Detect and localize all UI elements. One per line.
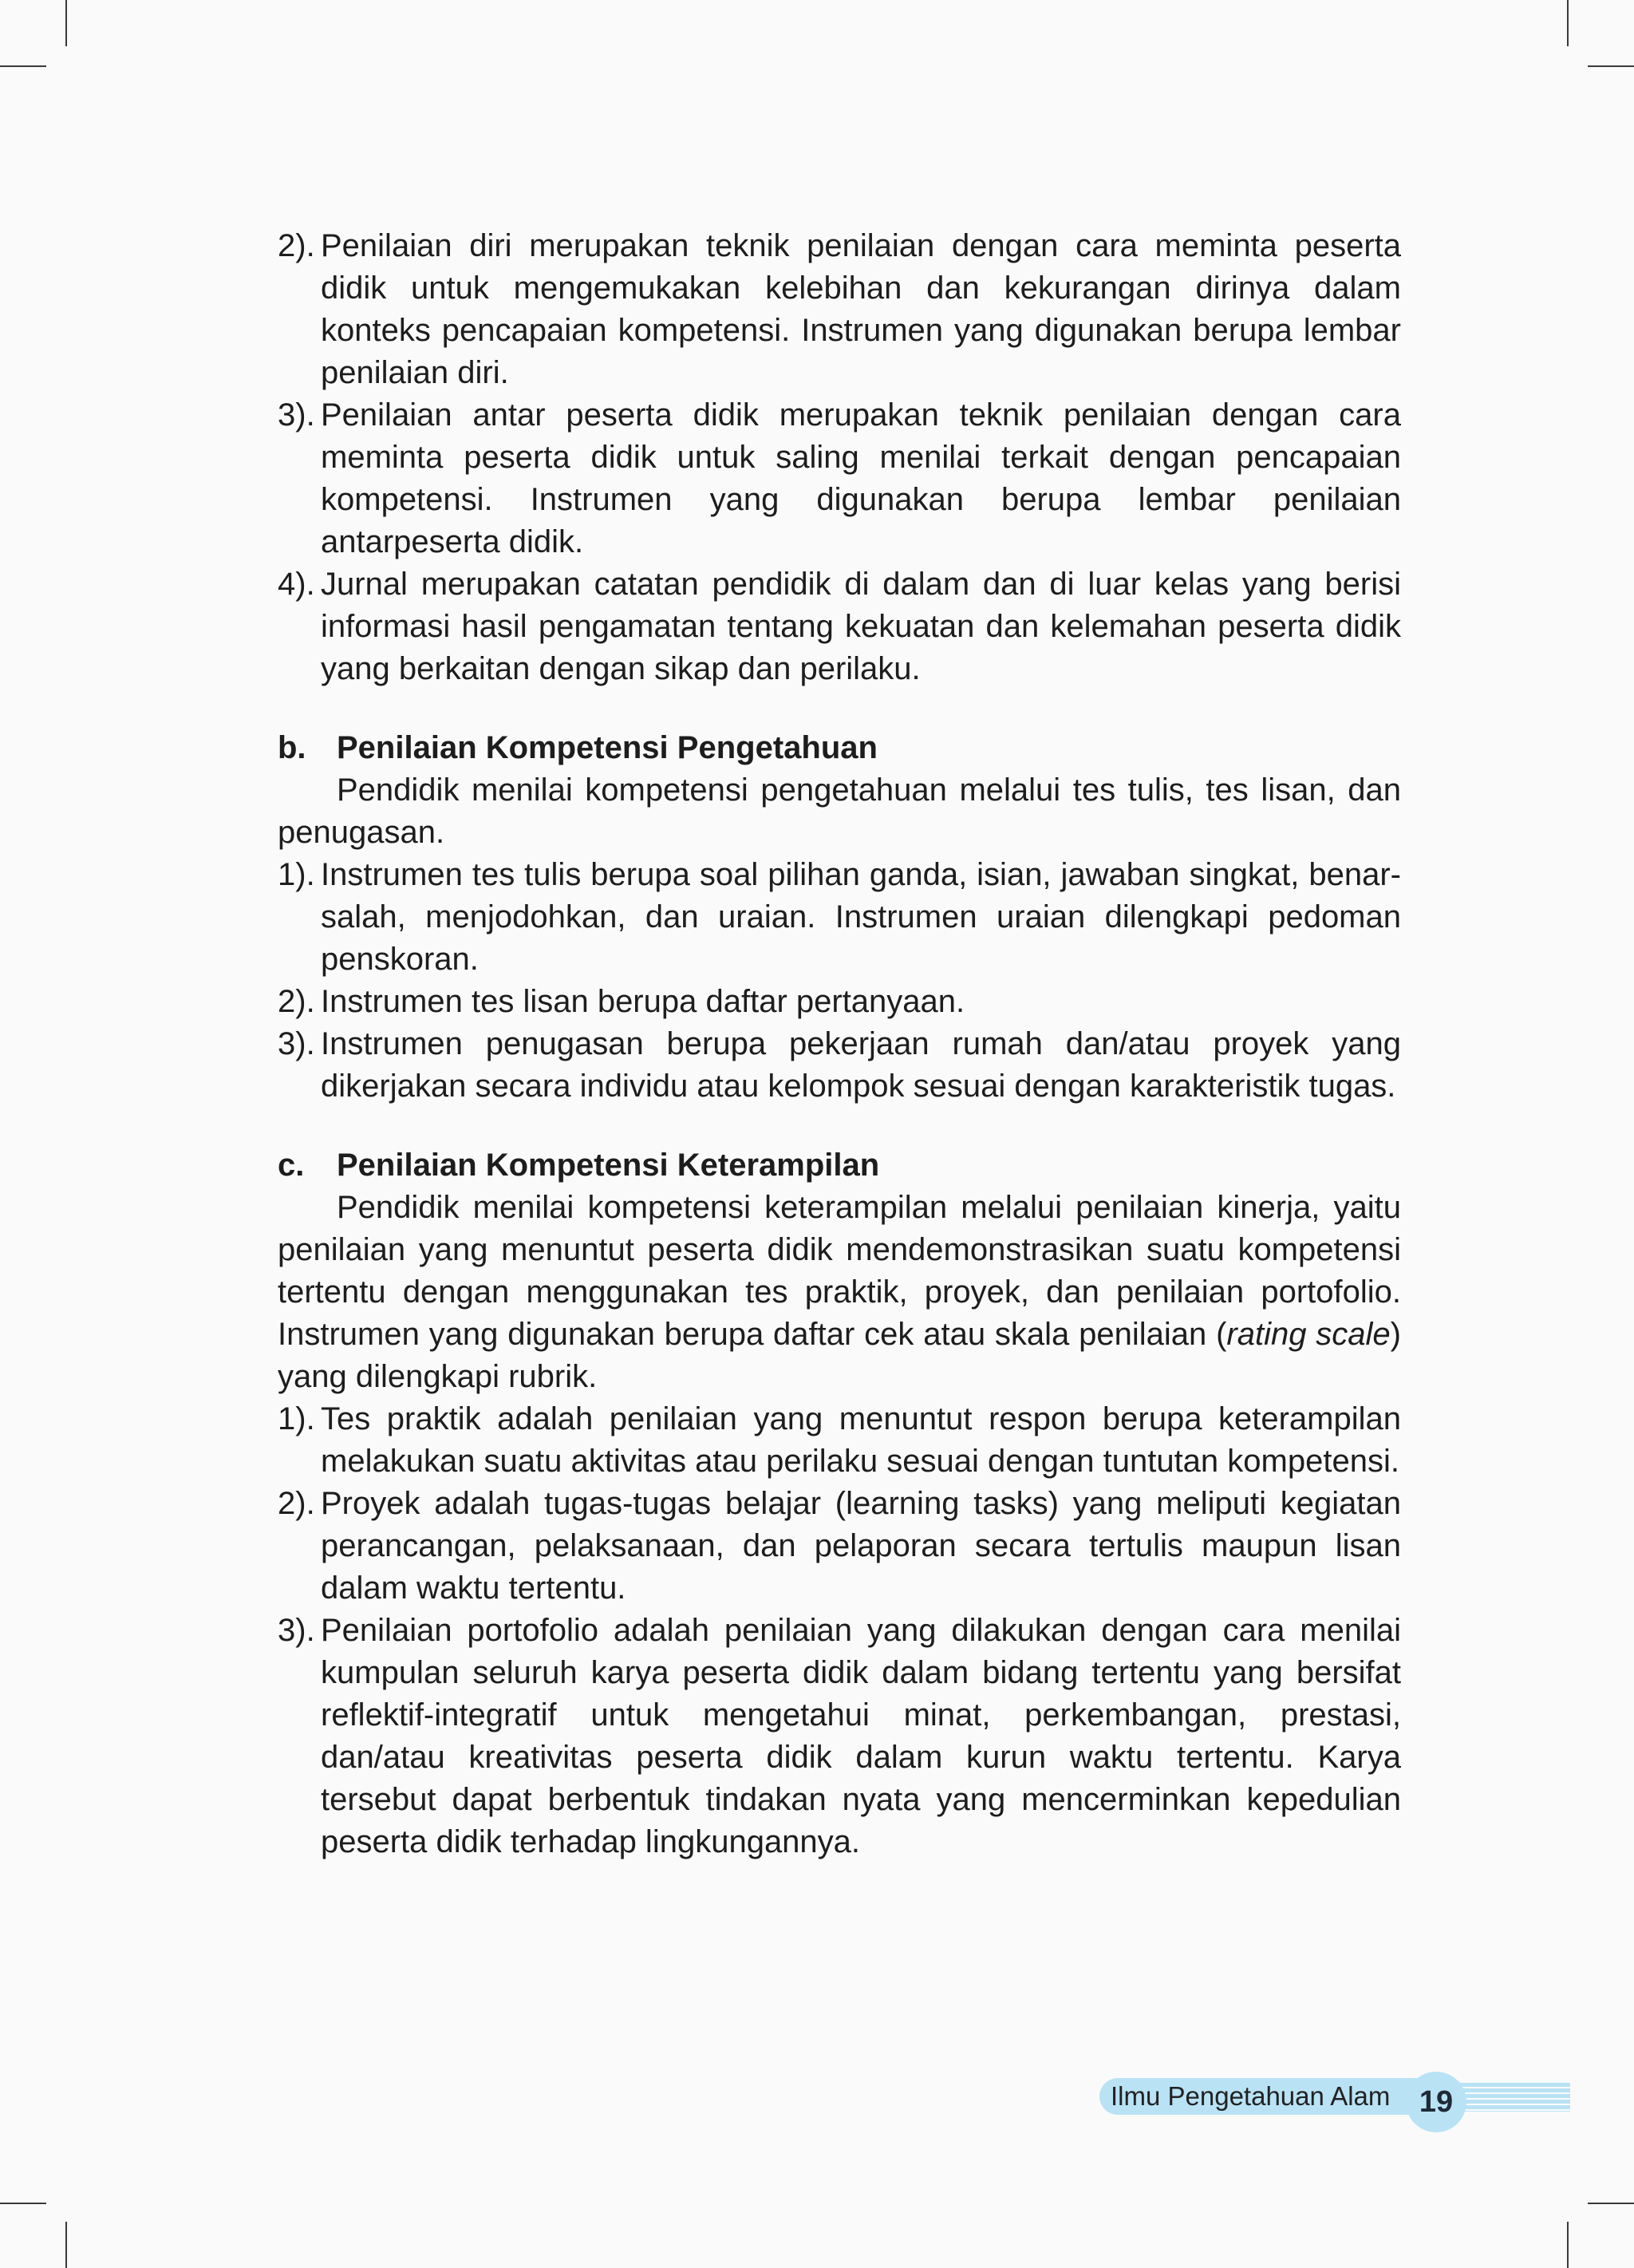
crop-mark: [0, 65, 46, 67]
item-text: Penilaian diri merupakan teknik penilaian dengan cara meminta peserta didik untuk mengemukakan kelebihan dan kekurangan dirinya dalam konteks pencapaian kompetensi. Instrumen yang digunakan berupa lembar penilaian diri.: [321, 228, 1401, 390]
crop-mark: [1567, 0, 1569, 46]
list-item: [278, 1398, 1401, 1483]
list-item: [278, 854, 1401, 981]
list-top: [278, 225, 1401, 690]
item-text: Penilaian portofolio adalah penilaian yang dilakukan dengan cara menilai kumpulan seluruh karya peserta didik dalam bidang tertentu yang bersifat reflektif-integratif untuk mengetahui minat, perkembangan, prestasi, dan/atau kreativitas peserta didik dalam kurun waktu tertentu. Karya tersebut dapat berbentuk tindakan nyata yang mencerminkan kepedulian peserta didik terhadap lingkungannya.: [321, 1613, 1401, 1859]
list-item: [278, 981, 1401, 1023]
item-text: Instrumen penugasan berupa pekerjaan rumah dan/atau proyek yang dikerjakan secara individu atau kelompok sesuai dengan karakteristik tugas.: [321, 1026, 1401, 1104]
section-c-intro: [278, 1187, 1401, 1398]
item-number: 1).: [278, 1401, 315, 1436]
page-number: 19: [1406, 2072, 1466, 2132]
crop-mark: [1588, 65, 1634, 67]
crop-mark: [0, 2203, 46, 2204]
item-text: Instrumen tes lisan berupa daftar pertanyaan.: [321, 984, 965, 1019]
item-number: 3).: [278, 397, 315, 433]
crop-mark: [1567, 2222, 1569, 2268]
crop-mark: [1588, 2203, 1634, 2204]
page-footer: [1099, 2072, 1570, 2124]
page-content: [278, 225, 1401, 1863]
list-item: [278, 1610, 1401, 1863]
item-number: 2).: [278, 1486, 315, 1521]
section-c-list: [278, 1398, 1401, 1863]
item-text: Jurnal merupakan catatan pendidik di dalam dan di luar kelas yang berisi informasi hasil pengamatan tentang kekuatan dan kelemahan peserta didik yang berkaitan dengan sikap dan perilaku.: [321, 567, 1401, 686]
crop-mark: [65, 0, 67, 46]
crop-mark: [65, 2222, 67, 2268]
item-number: 4).: [278, 567, 315, 602]
list-item: [278, 394, 1401, 563]
section-letter: b.: [278, 730, 306, 765]
item-number: 3).: [278, 1026, 315, 1061]
item-number: 2).: [278, 984, 315, 1019]
section-letter: c.: [278, 1148, 305, 1183]
intro-text: Pendidik menilai kompetensi keterampilan melalui penilaian kinerja, yaitu penilaian yang menuntut peserta didik mendemonstrasikan suatu kompetensi tertentu dengan menggunakan tes praktik, proyek, dan penilaian portofolio. Instrumen yang digunakan berupa daftar cek atau skala penilaian (: [278, 1190, 1401, 1352]
item-number: 2).: [278, 228, 315, 263]
item-number: 3).: [278, 1613, 315, 1648]
section-b-list: [278, 854, 1401, 1108]
intro-text-end: ) yang dilengkapi rubrik.: [278, 1317, 1401, 1394]
section-title: Penilaian Kompetensi Pengetahuan: [337, 730, 878, 765]
book-title: Ilmu Pengetahuan Alam: [1111, 2081, 1391, 2111]
item-number: 1).: [278, 857, 315, 892]
section-b-intro: Pendidik menilai kompetensi pengetahuan melalui tes tulis, tes lisan, dan penugasan.: [278, 772, 1401, 850]
section-b-heading: [278, 727, 1401, 769]
list-item: [278, 225, 1401, 394]
item-text: Tes praktik adalah penilaian yang menuntut respon berupa keterampilan melakukan suatu aktivitas atau perilaku sesuai dengan tuntutan kompetensi.: [321, 1401, 1401, 1479]
intro-italic-term: rating scale: [1226, 1317, 1391, 1352]
item-text: Penilaian antar peserta didik merupakan teknik penilaian dengan cara meminta peserta didik untuk saling menilai terkait dengan pencapaian kompetensi. Instrumen yang digunakan berupa lembar penilaian antarpeserta didik.: [321, 397, 1401, 559]
list-item: [278, 563, 1401, 690]
list-item: [278, 1023, 1401, 1108]
section-title: Penilaian Kompetensi Keterampilan: [337, 1148, 880, 1183]
item-text: Proyek adalah tugas-tugas belajar (learning tasks) yang meliputi kegiatan perancangan, pelaksanaan, dan pelaporan secara tertulis maupun lisan dalam waktu tertentu.: [321, 1486, 1401, 1606]
section-c-heading: [278, 1144, 1401, 1187]
footer-stripes: [1450, 2083, 1570, 2112]
item-text: Instrumen tes tulis berupa soal pilihan ganda, isian, jawaban singkat, benar-salah, menjodohkan, dan uraian. Instrumen uraian dilengkapi pedoman penskoran.: [321, 857, 1401, 977]
list-item: [278, 1483, 1401, 1610]
